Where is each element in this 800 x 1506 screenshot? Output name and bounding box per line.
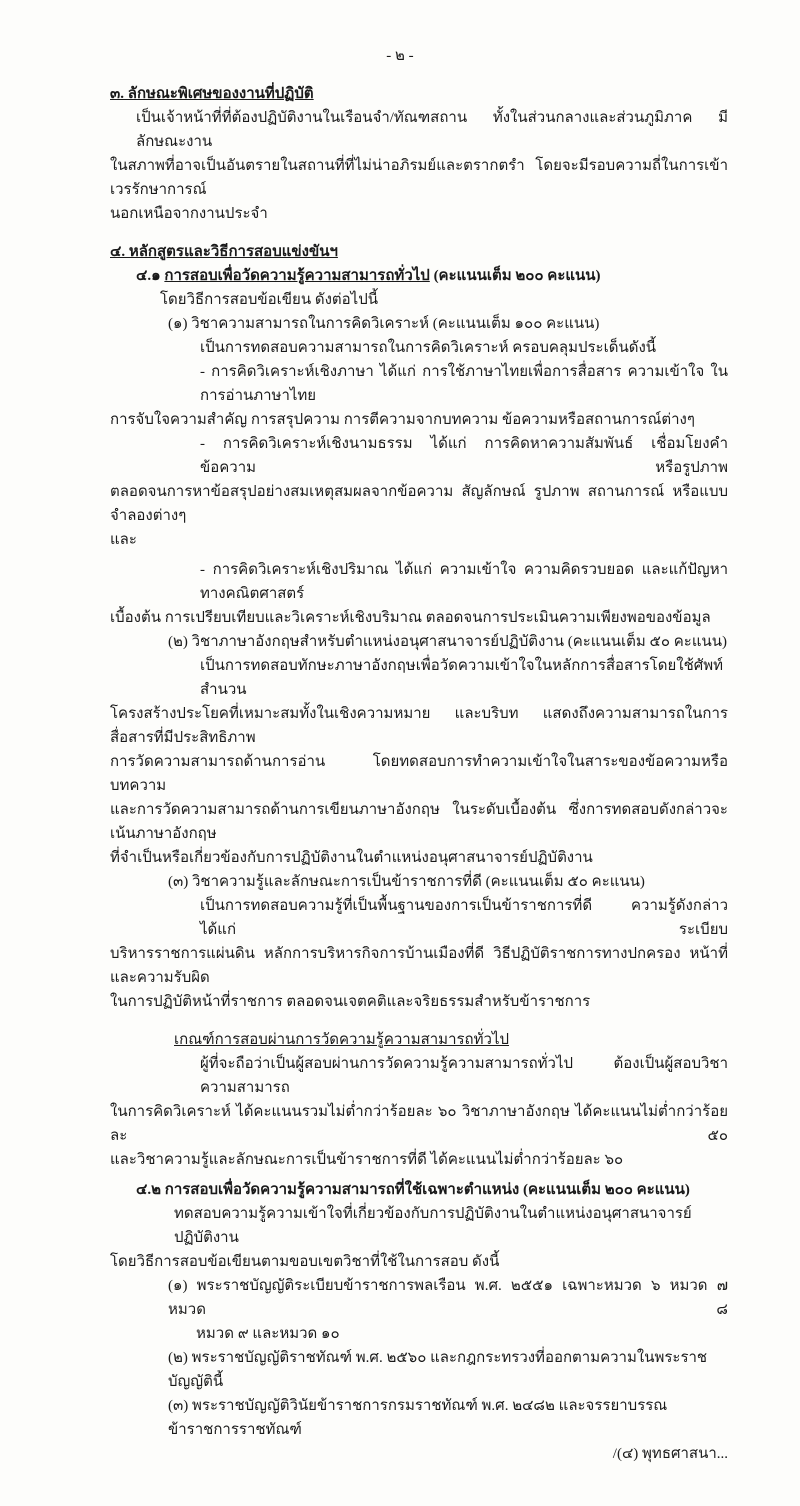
sub1-title: (๑) วิชาความสามารถในการคิดวิเคราะห์ (คะแนนเต็ม ๑๐๐ คะแนน) (168, 316, 600, 332)
paragraph-line: ที่จำเป็นหรือเกี่ยวข้องกับการปฏิบัติงานในตำแหน่งอนุศาสนาจารย์ปฏิบัติงาน (110, 850, 593, 866)
paragraph-line: โดยวิธีการสอบข้อเขียนตามขอบเขตวิชาที่ใช้ในการสอบ ดังนี้ (110, 1254, 500, 1270)
page-number: - ๒ - (386, 48, 414, 64)
paragraph-line: - การคิดวิเคราะห์เชิงนามธรรม ได้แก่ การคิดหาความสัมพันธ์ เชื่อมโยงคำ ข้อความ หรือรูปภาพ (200, 436, 728, 476)
paragraph-line: และ (110, 532, 137, 548)
paragraph-line: เป็นการทดสอบความรู้ที่เป็นพื้นฐานของการเป็นข้าราชการที่ดี ความรู้ดังกล่าว ได้แก่ ระเบียบ (200, 898, 728, 938)
paragraph-line: เป็นการทดสอบทักษะภาษาอังกฤษเพื่อวัดความเข้าใจในหลักการสื่อสารโดยใช้ศัพท์ สำนวน (200, 658, 724, 698)
law-item: (๓) พระราชบัญญัติวินัยข้าราชการกรมราชทัณฑ์ พ.ศ. ๒๔๘๒ และจรรยาบรรณข้าราชการราชทัณฑ์ (168, 1398, 668, 1438)
paragraph-line: บริหารราชการแผ่นดิน หลักการบริหารกิจการบ้านเมืองที่ดี วิธีปฏิบัติราชการทางปกครอง หน้าที่และความรับผิด (110, 946, 728, 986)
paragraph-line: การวัดความสามารถด้านการอ่าน โดยทดสอบการทำความเข้าใจในสาระของข้อความหรือบทความ (110, 754, 728, 794)
sub2-title: (๒) วิชาภาษาอังกฤษสำหรับตำแหน่งอนุศาสนาจารย์ปฏิบัติงาน (คะแนนเต็ม ๕๐ คะแนน) (168, 634, 727, 650)
section3 (110, 82, 728, 226)
section41-intro: โดยวิธีการสอบข้อเขียน ดังต่อไปนี้ (160, 292, 378, 308)
section42-heading: ๔.๒ การสอบเพื่อวัดความรู้ความสามารถที่ใช้เฉพาะตำแหน่ง (คะแนนเต็ม ๒๐๐ คะแนน) (136, 1182, 690, 1198)
paragraph-line: - การคิดวิเคราะห์เชิงภาษา ได้แก่ การใช้ภาษาไทยเพื่อการสื่อสาร ความเข้าใจ ในการอ่านภาษาไทย (200, 364, 728, 404)
paragraph-line: การจับใจความสำคัญ การสรุปความ การตีความจากบทความ ข้อความหรือสถานการณ์ต่างๆ (110, 412, 695, 428)
section41-heading (136, 264, 728, 288)
section4-heading: ๔. หลักสูตรและวิธีการสอบแข่งขันฯ (110, 244, 338, 260)
continuation-note: /(๔) พุทธศาสนา... (612, 1446, 728, 1462)
paragraph-line: ในการคิดวิเคราะห์ ได้คะแนนรวมไม่ต่ำกว่าร้อยละ ๖๐ วิชาภาษาอังกฤษ ได้คะแนนไม่ต่ำกว่าร้อยละ ๕๐ (110, 1104, 728, 1144)
criteria-heading: เกณฑ์การสอบผ่านการวัดความรู้ความสามารถทั่วไป (174, 1032, 510, 1048)
paragraph-line: และการวัดความสามารถด้านการเขียนภาษาอังกฤษ ในระดับเบื้องต้น ซึ่งการทดสอบดังกล่าวจะเน้นภาษาอังกฤษ (110, 802, 728, 842)
paragraph-line: โครงสร้างประโยคที่เหมาะสมทั้งในเชิงความหมาย และบริบท แสดงถึงความสามารถในการสื่อสารที่มีประสิทธิภาพ (110, 706, 728, 746)
paragraph-line: เบื้องต้น การเปรียบเทียบและวิเคราะห์เชิงบริมาณ ตลอดจนการประเมินความเพียงพอของข้อมูล (110, 610, 711, 626)
law-item: (๒) พระราชบัญญัติราชทัณฑ์ พ.ศ. ๒๕๖๐ และกฎกระทรวงที่ออกตามความในพระราชบัญญัตินี้ (168, 1350, 708, 1390)
sub3-title: (๓) วิชาความรู้และลักษณะการเป็นข้าราชการที่ดี (คะแนนเต็ม ๕๐ คะแนน) (168, 874, 645, 890)
paragraph-line: ตลอดจนการหาข้อสรุปอย่างสมเหตุสมผลจากข้อความ สัญลักษณ์ รูปภาพ สถานการณ์ หรือแบบจำลองต่างๆ (110, 484, 728, 524)
paragraph-line: ผู้ที่จะถือว่าเป็นผู้สอบผ่านการวัดความรู้ความสามารถทั่วไป ต้องเป็นผู้สอบวิชาความสามารถ (200, 1056, 728, 1096)
section41-number: ๔.๑ (136, 268, 161, 284)
section4 (110, 240, 728, 1442)
paragraph-line: นอกเหนือจากงานประจำ (110, 206, 268, 222)
section41-title: การสอบเพื่อวัดความรู้ความสามารถทั่วไป (164, 268, 430, 284)
paragraph-line: - การคิดวิเคราะห์เชิงปริมาณ ได้แก่ ความเข้าใจ ความคิดรวบยอด และแก้ปัญหาทางคณิตศาสตร์ (200, 562, 728, 602)
paragraph-line: เป็นเจ้าหน้าที่ที่ต้องปฏิบัติงานในเรือนจำ/ทัณฑสถาน ทั้งในส่วนกลางและส่วนภูมิภาค มีลักษณะงาน (136, 110, 728, 150)
paragraph-line: เป็นการทดสอบความสามารถในการคิดวิเคราะห์ ครอบคลุมประเด็นดังนี้ (200, 340, 657, 356)
section3-heading: ๓. ลักษณะพิเศษของงานที่ปฏิบัติ (110, 86, 314, 102)
law-item: หมวด ๙ และหมวด ๑๐ (196, 1326, 340, 1342)
section41-score: (คะแนนเต็ม ๒๐๐ คะแนน) (433, 268, 601, 284)
paragraph-line: ทดสอบความรู้ความเข้าใจที่เกี่ยวข้องกับการปฏิบัติงานในตำแหน่งอนุศาสนาจารย์ปฏิบัติงาน (174, 1206, 692, 1246)
law-item: (๑) พระราชบัญญัติระเบียบข้าราชการพลเรือน พ.ศ. ๒๕๕๑ เฉพาะหมวด ๖ หมวด ๗ หมวด ๘ (168, 1278, 728, 1318)
paragraph-line: ในการปฏิบัติหน้าที่ราชการ ตลอดจนเจตคติและจริยธรรมสำหรับข้าราชการ (110, 994, 591, 1010)
paragraph-line: และวิชาความรู้และลักษณะการเป็นข้าราชการที่ดี ได้คะแนนไม่ต่ำกว่าร้อยละ ๖๐ (110, 1152, 624, 1168)
paragraph-line: ในสภาพที่อาจเป็นอันตรายในสถานที่ที่ไม่น่าอภิรมย์และตรากตรำ โดยจะมีรอบความถี่ในการเข้าเวรรักษาการณ์ (110, 158, 728, 198)
